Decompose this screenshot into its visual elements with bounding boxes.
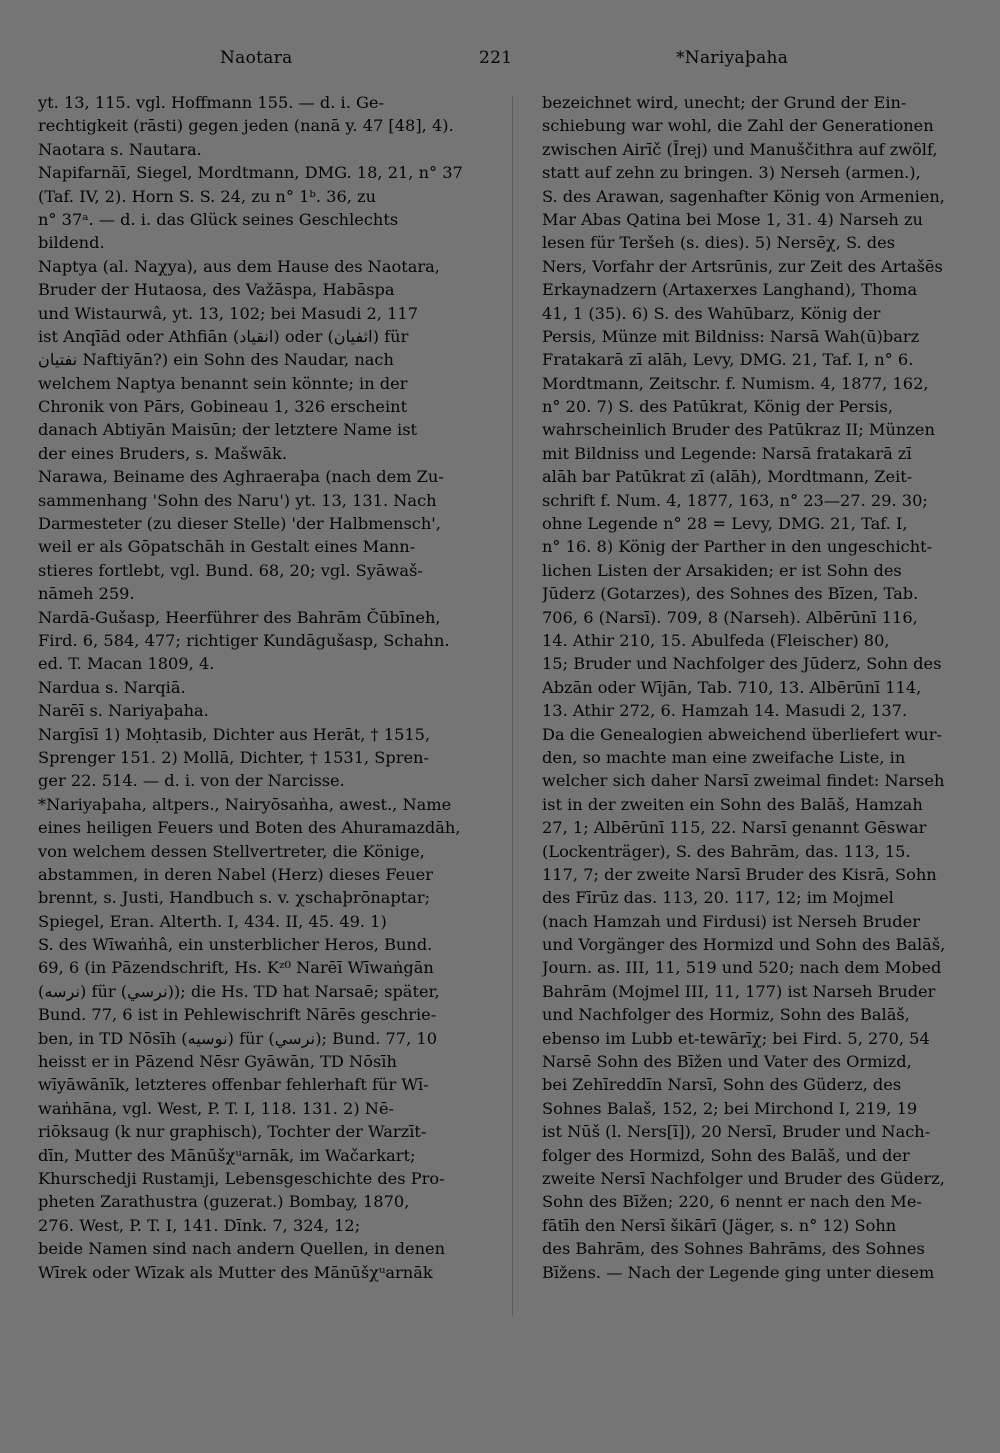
right-column xyxy=(542,91,966,1284)
text-line: ger 22. 514. — d. i. von der Narcisse. xyxy=(38,771,345,791)
text-line: welchem Naptya benannt sein könnte; in der xyxy=(38,373,408,393)
text-line: نفتيان Naftiyān?) ein Sohn des Naudar, nach xyxy=(38,350,394,370)
text-line: 15; Bruder und Nachfolger des Jūderz, Sohn des xyxy=(542,654,942,674)
page-number: 221 xyxy=(479,48,513,68)
text-line: des Fīrūz das. 113, 20. 117, 12; im Mojmel xyxy=(542,888,894,908)
text-line: welcher sich daher Narsī zweimal findet: Narseh xyxy=(542,771,945,791)
text-line: alāh bar Patūkrat zī (alāh), Mordtmann, Zeit- xyxy=(542,467,913,487)
text-line: zwischen Airīč (Īrej) und Manuščithra auf zwölf, xyxy=(542,139,938,159)
text-line: n° 37ᵃ. — d. i. das Glück seines Geschlechts xyxy=(38,209,399,229)
text-line: schiebung war wohl, die Zahl der Generationen xyxy=(542,116,934,136)
text-line: waṅhāna, vgl. West, P. T. I, 118. 131. 2) Nē- xyxy=(38,1098,394,1118)
text-line: brennt, s. Justi, Handbuch s. v. χschaþrōnaptar; xyxy=(38,888,431,908)
text-line: der eines Bruders, s. Mašwāk. xyxy=(38,443,287,463)
text-line: *Nariyaþaha, altpers., Nairyōsaṅha, awest., Name xyxy=(38,794,452,814)
text-line: lichen Listen der Arsakiden; er ist Sohn des xyxy=(542,560,902,580)
text-line: wīyāwānīk, letzteres offenbar fehlerhaft für Wī- xyxy=(38,1075,429,1095)
text-line: beide Namen sind nach andern Quellen, in denen xyxy=(38,1239,446,1259)
text-line: stieres fortlebt, vgl. Bund. 68, 20; vgl. Syāwaš- xyxy=(38,560,423,580)
text-line: den, so machte man eine zweifache Liste, in xyxy=(542,747,906,767)
text-line: Sohn des Bīžen; 220, 6 nennt er nach den Me- xyxy=(542,1192,922,1212)
text-line: Spiegel, Eran. Alterth. I, 434. II, 45. 49. 1) xyxy=(38,911,387,931)
text-line: Bīžens. — Nach der Legende ging unter diesem xyxy=(542,1262,935,1282)
running-head-left: Naotara xyxy=(220,48,293,68)
text-line: ohne Legende n° 28 = Levy, DMG. 21, Taf. I, xyxy=(542,514,908,534)
text-line: pheten Zarathustra (guzerat.) Bombay, 1870, xyxy=(38,1192,410,1212)
text-line: bezeichnet wird, unecht; der Grund der Ein- xyxy=(542,93,907,112)
text-line: folger des Hormizd, Sohn des Balāš, und der xyxy=(542,1145,910,1165)
text-line: riōksaug (k nur graphisch), Tochter der Warzīt- xyxy=(38,1122,427,1142)
text-line: Abzān oder Wījān, Tab. 710, 13. Albērūnī 114, xyxy=(542,677,922,697)
text-line: Jūderz (Gotarzes), des Sohnes des Bīzen, Tab. xyxy=(542,584,919,604)
text-line: heisst er in Pāzend Nēsr Gyāwān, TD Nōsīh xyxy=(38,1052,397,1072)
text-line: sammenhang 'Sohn des Naru') yt. 13, 131. Nach xyxy=(38,490,437,510)
text-line: bei Zehīreddīn Narsī, Sohn des Güderz, des xyxy=(542,1075,902,1095)
text-line: Bruder der Hutaosa, des Važāspa, Habāspa xyxy=(38,280,395,300)
text-line: weil er als Gōpatschāh in Gestalt eines Mann- xyxy=(38,537,416,557)
text-line: 276. West, P. T. I, 141. Dīnk. 7, 324, 12; xyxy=(38,1215,361,1235)
running-head-right: *Nariyaþaha xyxy=(676,48,789,68)
text-line: Fird. 6, 584, 477; richtiger Kundāgušasp, Schahn. xyxy=(38,630,450,650)
text-line: Bahrām (Mojmel III, 11, 177) ist Narseh Bruder xyxy=(542,981,936,1001)
text-line: S. des Wīwaṅhâ, ein unsterblicher Heros, Bund. xyxy=(38,935,433,955)
text-line: Napifarnāī, Siegel, Mordtmann, DMG. 18, 21, n° 37 xyxy=(38,163,463,183)
text-line: Fratakarā zī alāh, Levy, DMG. 21, Taf. I, n° 6. xyxy=(542,350,914,370)
text-line: 14. Athir 210, 15. Abulfeda (Fleischer) 80, xyxy=(542,630,890,650)
text-line: mit Bildniss und Legende: Narsā fratakarā zī xyxy=(542,443,912,463)
text-line: Sprenger 151. 2) Mollā, Dichter, † 1531, Spren- xyxy=(38,747,429,767)
text-line: ebenso im Lubb et-tewārīχ; bei Fird. 5, 270, 54 xyxy=(542,1028,930,1048)
text-line: yt. 13, 115. vgl. Hoffmann 155. — d. i. Ge- xyxy=(38,93,384,112)
text-line: Darmesteter (zu dieser Stelle) 'der Halbmensch', xyxy=(38,514,441,534)
text-line: Sohnes Balaš, 152, 2; bei Mirchond I, 219, 19 xyxy=(542,1098,918,1118)
text-line: (Lockenträger), S. des Bahrām, das. 113, 15. xyxy=(542,841,911,861)
text-line: und Wistaurwâ, yt. 13, 102; bei Masudi 2, 117 xyxy=(38,303,419,323)
left-column xyxy=(38,91,475,1284)
text-line: Ners, Vorfahr der Artsrūnis, zur Zeit des Artašēs xyxy=(542,256,943,276)
text-line: Naotara s. Nautara. xyxy=(38,139,202,159)
text-line: und Nachfolger des Hormiz, Sohn des Balāš, xyxy=(542,1005,910,1025)
text-line: (Taf. IV, 2). Horn S. S. 24, zu n° 1ᵇ. 36, zu xyxy=(38,186,376,206)
text-line: Da die Genealogien abweichend überliefert wur- xyxy=(542,724,942,744)
text-line: 41, 1 (35). 6) S. des Wahūbarz, König der xyxy=(542,303,881,323)
text-line: ed. T. Macan 1809, 4. xyxy=(38,654,215,674)
text-line: des Bahrām, des Sohnes Bahrāms, des Sohnes xyxy=(542,1239,925,1259)
text-line: 69, 6 (in Pāzendschrift, Hs. Kᶻ⁰ Narēī Wīwaṅgān xyxy=(38,958,434,978)
text-line: ist in der zweiten ein Sohn des Balāš, Hamzah xyxy=(542,794,923,814)
text-line: rechtigkeit (rāsti) gegen jeden (nanā y. 47 [48], 4). xyxy=(38,116,454,136)
text-line: ben, in TD Nōsīh (نوسيه) für (نرسي); Bund. 77, 10 xyxy=(38,1028,437,1048)
text-line: lesen für Teršeh (s. dies). 5) Nersēχ, S. des xyxy=(542,233,896,253)
text-line: Nargīsī 1) Moḥtasib, Dichter aus Herāt, † 1515, xyxy=(38,724,431,744)
text-line: nāmeh 259. xyxy=(38,584,135,604)
text-line: 13. Athir 272, 6. Hamzah 14. Masudi 2, 137. xyxy=(542,701,908,721)
text-line: 706, 6 (Narsī). 709, 8 (Narseh). Albērūnī 116, xyxy=(542,607,918,627)
text-line: Narawa, Beiname des Aghraeraþa (nach dem Zu- xyxy=(38,467,444,487)
text-line: Erkaynadzern (Artaxerxes Langhand), Thoma xyxy=(542,280,918,300)
text-line: ist Nūš (l. Ners[ī]), 20 Nersī, Bruder und Nach- xyxy=(542,1122,931,1142)
text-line: und Vorgänger des Hormizd und Sohn des Balāš, xyxy=(542,935,946,955)
text-line: von welchem dessen Stellvertreter, die Könige, xyxy=(38,841,425,861)
text-line: bildend. xyxy=(38,233,105,253)
text-line: Khurschedji Rustamji, Lebensgeschichte des Pro- xyxy=(38,1168,445,1188)
text-line: schrift f. Num. 4, 1877, 163, n° 23—27. 29. 30; xyxy=(542,490,928,510)
text-line: eines heiligen Feuers und Boten des Ahuramazdāh, xyxy=(38,818,461,838)
text-line: n° 20. 7) S. des Patūkrat, König der Persis, xyxy=(542,397,894,417)
text-line: Chronik von Pārs, Gobineau 1, 326 erscheint xyxy=(38,397,408,417)
text-line: danach Abtiyān Maisūn; der letztere Name ist xyxy=(38,420,418,440)
text-line: zweite Nersī Nachfolger und Bruder des Güderz, xyxy=(542,1168,945,1188)
text-line: Nardā-Gušasp, Heerführer des Bahrām Čūbīneh, xyxy=(38,607,441,627)
text-line: wahrscheinlich Bruder des Patūkraz II; Münzen xyxy=(542,420,935,440)
text-line: n° 16. 8) König der Parther in den ungeschicht- xyxy=(542,537,933,557)
column-divider xyxy=(512,96,513,1316)
text-line: Nardua s. Narqiā. xyxy=(38,677,186,697)
text-line: 117, 7; der zweite Narsī Bruder des Kisrā, Sohn xyxy=(542,864,937,884)
text-line: statt auf zehn zu bringen. 3) Nerseh (armen.), xyxy=(542,163,921,183)
text-line: Wīrek oder Wīzak als Mutter des Mānūšχᵘarnāk xyxy=(38,1262,433,1282)
text-line: Bund. 77, 6 ist in Pehlewischrift Nārēs geschrie- xyxy=(38,1005,437,1025)
text-line: Persis, Münze mit Bildniss: Narsā Wah(ū)barz xyxy=(542,326,920,346)
text-line: Mar Abas Qatina bei Mose 1, 31. 4) Narseh zu xyxy=(542,209,923,229)
text-line: Narsē Sohn des Bīžen und Vater des Ormizd, xyxy=(542,1052,912,1072)
text-line: 27, 1; Albērūnī 115, 22. Narsī genannt Gēswar xyxy=(542,818,927,838)
text-line: Mordtmann, Zeitschr. f. Numism. 4, 1877, 162, xyxy=(542,373,929,393)
text-line: ist Anqīād oder Athfiān (انقياد) oder (اثفيان) für xyxy=(38,326,409,346)
text-line: Narēī s. Nariyaþaha. xyxy=(38,701,209,721)
text-line: (nach Hamzah und Firdusi) ist Nerseh Bruder xyxy=(542,911,920,931)
text-line: abstammen, in deren Nabel (Herz) dieses Feuer xyxy=(38,864,433,884)
text-line: (نرسه) für (نرسي)); die Hs. TD hat Narsaē; später, xyxy=(38,981,440,1001)
text-line: dīn, Mutter des Mānūšχᵘarnāk, im Wačarkart; xyxy=(38,1145,416,1165)
text-line: Naptya (al. Naχya), aus dem Hause des Naotara, xyxy=(38,256,440,276)
text-line: Journ. as. III, 11, 519 und 520; nach dem Mobed xyxy=(542,958,942,978)
text-line: S. des Arawan, sagenhafter König von Armenien, xyxy=(542,186,945,206)
text-line: fātīh den Nersī šikārī (Jäger, s. n° 12) Sohn xyxy=(542,1215,897,1235)
